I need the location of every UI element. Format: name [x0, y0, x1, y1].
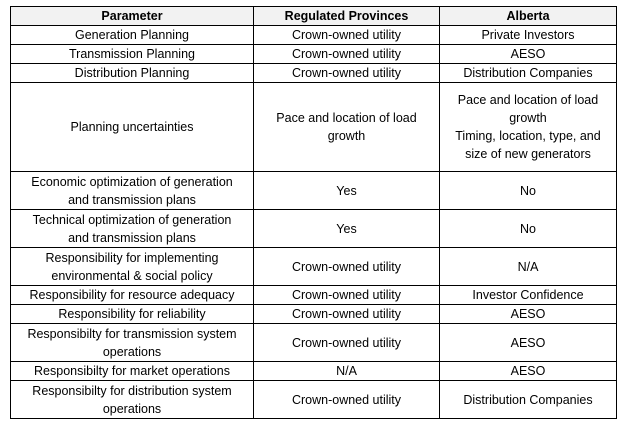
- cell-alberta: [440, 362, 617, 381]
- cell-regulated: [254, 172, 440, 210]
- cell-text-line: Timing, location, type, and: [455, 129, 601, 143]
- cell-alberta: [440, 45, 617, 64]
- table-row: [11, 83, 617, 172]
- cell-parameter: [11, 83, 254, 172]
- cell-parameter: [11, 64, 254, 83]
- table-row: [11, 210, 617, 248]
- cell-text-line: Technical optimization of generation: [32, 212, 232, 227]
- table-row: [11, 324, 617, 362]
- cell-text-line: growth: [327, 129, 366, 143]
- cell-alberta: [440, 210, 617, 248]
- cell-parameter: [11, 324, 254, 362]
- cell-text-line: No: [520, 221, 536, 236]
- cell-text-line: N/A: [336, 364, 357, 378]
- cell-text-line: Crown-owned utility: [291, 28, 402, 42]
- cell-text-line: AESO: [510, 307, 546, 321]
- cell-text-line: Responsibility for reliability: [58, 307, 206, 321]
- comparison-table: [10, 6, 617, 419]
- table-row: [11, 64, 617, 83]
- header-regulated-provinces: Regulated Provinces: [254, 7, 440, 26]
- cell-text-line: Private Investors: [481, 28, 575, 42]
- cell-text-line: Distribution Companies: [463, 66, 593, 80]
- cell-alberta: [440, 172, 617, 210]
- cell-alberta: [440, 64, 617, 83]
- cell-text-line: operations: [102, 344, 162, 359]
- cell-parameter: [11, 286, 254, 305]
- cell-text-line: Planning uncertainties: [70, 120, 194, 134]
- table-row: [11, 362, 617, 381]
- cell-regulated: [254, 83, 440, 172]
- table-row: [11, 248, 617, 286]
- cell-alberta: [440, 26, 617, 45]
- cell-regulated: [254, 305, 440, 324]
- cell-text-line: Responsibility for resource adequacy: [29, 288, 235, 302]
- cell-text-line: No: [520, 183, 536, 198]
- table-row: [11, 26, 617, 45]
- table-row: [11, 305, 617, 324]
- cell-regulated: [254, 381, 440, 419]
- cell-text-line: environmental & social policy: [51, 268, 213, 283]
- cell-text-line: Generation Planning: [75, 28, 189, 42]
- cell-parameter: [11, 248, 254, 286]
- cell-text-line: Responsibilty for distribution system: [32, 383, 232, 398]
- cell-regulated: [254, 210, 440, 248]
- cell-parameter: [11, 381, 254, 419]
- cell-text-line: Investor Confidence: [472, 288, 584, 302]
- cell-text-line: growth: [509, 111, 547, 125]
- cell-text-line: Responsibility for implementing: [45, 250, 219, 265]
- cell-regulated: [254, 286, 440, 305]
- cell-text-line: Responsibilty for market operations: [34, 364, 230, 378]
- header-alberta: Alberta: [440, 7, 617, 26]
- cell-text-line: AESO: [510, 364, 546, 378]
- cell-regulated: [254, 362, 440, 381]
- cell-regulated: [254, 64, 440, 83]
- cell-text-line: operations: [102, 401, 162, 416]
- cell-text-line: Pace and location of load: [457, 93, 599, 107]
- cell-text-line: Yes: [336, 183, 357, 198]
- cell-text-line: Crown-owned utility: [291, 307, 402, 321]
- cell-alberta: [440, 305, 617, 324]
- cell-parameter: [11, 210, 254, 248]
- cell-alberta: [440, 324, 617, 362]
- cell-text-line: Responsibilty for transmission system: [27, 326, 237, 341]
- cell-parameter: [11, 305, 254, 324]
- cell-text-line: and transmission plans: [68, 230, 196, 245]
- table-row: [11, 172, 617, 210]
- cell-alberta: [440, 381, 617, 419]
- cell-text-line: Economic optimization of generation: [31, 174, 233, 189]
- table-row: [11, 286, 617, 305]
- cell-text-line: size of new generators: [465, 147, 591, 161]
- cell-alberta: [440, 83, 617, 172]
- cell-text-line: AESO: [510, 47, 546, 61]
- header-parameter: Parameter: [11, 7, 254, 26]
- table-row: [11, 45, 617, 64]
- cell-parameter: [11, 172, 254, 210]
- cell-regulated: [254, 45, 440, 64]
- cell-text-line: Yes: [336, 221, 357, 236]
- cell-text-line: Crown-owned utility: [291, 66, 402, 80]
- cell-parameter: [11, 26, 254, 45]
- cell-text-line: Crown-owned utility: [291, 47, 402, 61]
- cell-text-line: Distribution Companies: [463, 392, 593, 407]
- cell-alberta: [440, 286, 617, 305]
- table-row: [11, 381, 617, 419]
- cell-text-line: AESO: [510, 335, 546, 350]
- cell-regulated: [254, 248, 440, 286]
- header-row: [11, 7, 617, 26]
- cell-text-line: and transmission plans: [68, 192, 196, 207]
- cell-parameter: [11, 45, 254, 64]
- cell-alberta: [440, 248, 617, 286]
- cell-regulated: [254, 324, 440, 362]
- cell-text-line: Crown-owned utility: [291, 288, 402, 302]
- cell-text-line: Distribution Planning: [74, 66, 190, 80]
- cell-parameter: [11, 362, 254, 381]
- cell-text-line: N/A: [517, 259, 539, 274]
- cell-text-line: Crown-owned utility: [291, 335, 402, 350]
- cell-regulated: [254, 26, 440, 45]
- cell-text-line: Crown-owned utility: [291, 392, 402, 407]
- table-body: [11, 26, 617, 419]
- cell-text-line: Crown-owned utility: [291, 259, 402, 274]
- cell-text-line: Transmission Planning: [69, 47, 195, 61]
- cell-text-line: Pace and location of load: [276, 111, 417, 125]
